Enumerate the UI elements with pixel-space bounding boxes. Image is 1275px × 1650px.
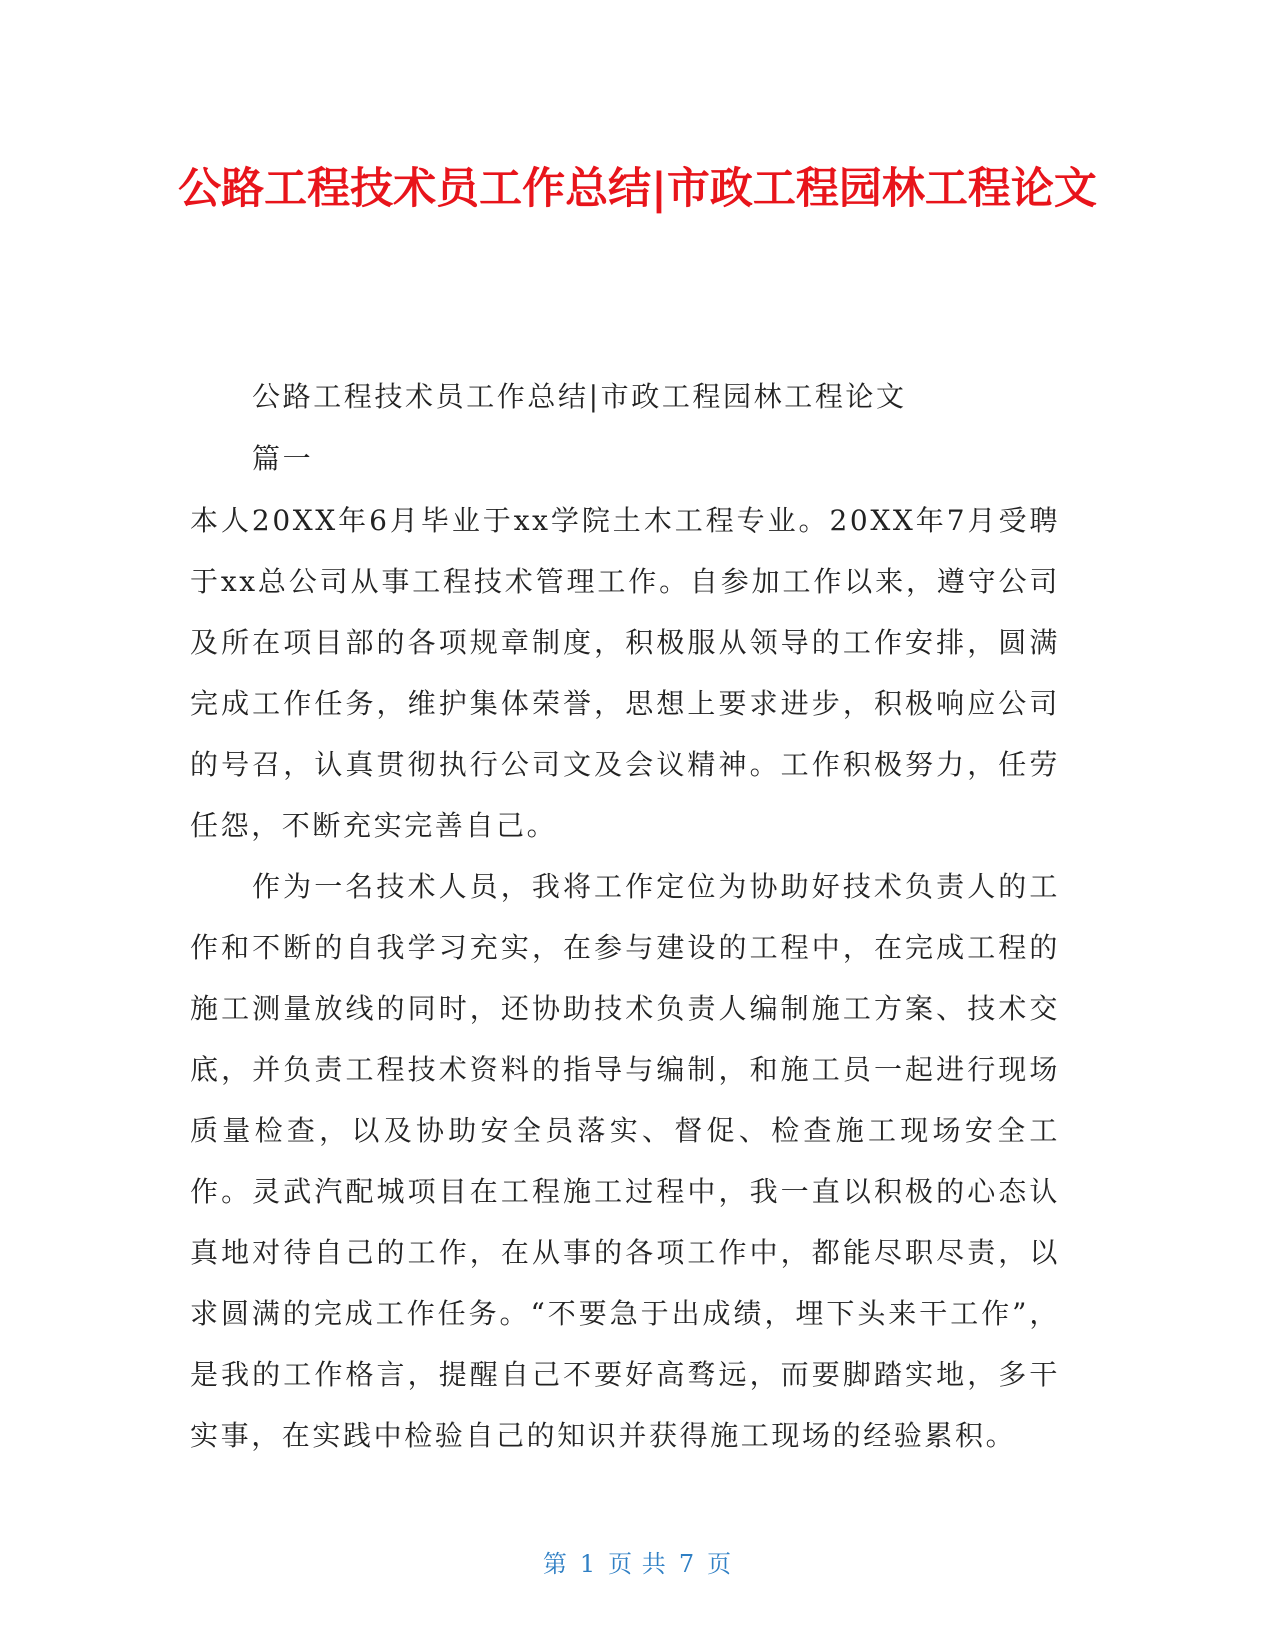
section-heading: 篇一 bbox=[252, 442, 314, 475]
paragraph: 本人20XX年6月毕业于xx学院土木工程专业。20XX年7月受聘于xx总公司从事工程技术管理工作。自参加工作以来，遵守公司及所在项目部的各项规章制度，积极服从领导的工作安排，圆满完成工作任务，维护集体荣誉，思想上要求进步，积极响应公司的号召，认真贯彻执行公司文及会议精神。工作积极努力，任劳任怨，不断充实完善自己。 bbox=[190, 504, 1060, 842]
paragraph: 作为一名技术人员，我将工作定位为协助好技术负责人的工作和不断的自我学习充实，在参与建设的工程中，在完成工程的施工测量放线的同时，还协助技术负责人编制施工方案、技术交底，并负责工程技术资料的指导与编制，和施工员一起进行现场质量检查，以及协助安全员落实、督促、检查施工现场安全工作。灵武汽配城项目在工程施工过程中，我一直以积极的心态认真地对待自己的工作，在从事的各项工作中，都能尽职尽责，以求圆满的完成工作任务。“不要急于出成绩，埋下头来干工作”，是我的工作格言，提醒自己不要好高骛远，而要脚踏实地，多干实事，在实践中检验自己的知识并获得施工现场的经验累积。 bbox=[190, 870, 1060, 1452]
document-subtitle: 公路工程技术员工作总结|市政工程园林工程论文 bbox=[252, 380, 907, 413]
footer-prefix: 第 bbox=[542, 1550, 568, 1578]
page-footer bbox=[0, 1548, 1275, 1580]
document-title: 公路工程技术员工作总结|市政工程园林工程论文 bbox=[178, 164, 1097, 214]
footer-mid: 页 共 bbox=[608, 1550, 667, 1578]
current-page-number: 1 bbox=[579, 1550, 597, 1578]
footer-suffix: 页 bbox=[707, 1550, 733, 1578]
total-pages-number: 7 bbox=[678, 1550, 696, 1578]
